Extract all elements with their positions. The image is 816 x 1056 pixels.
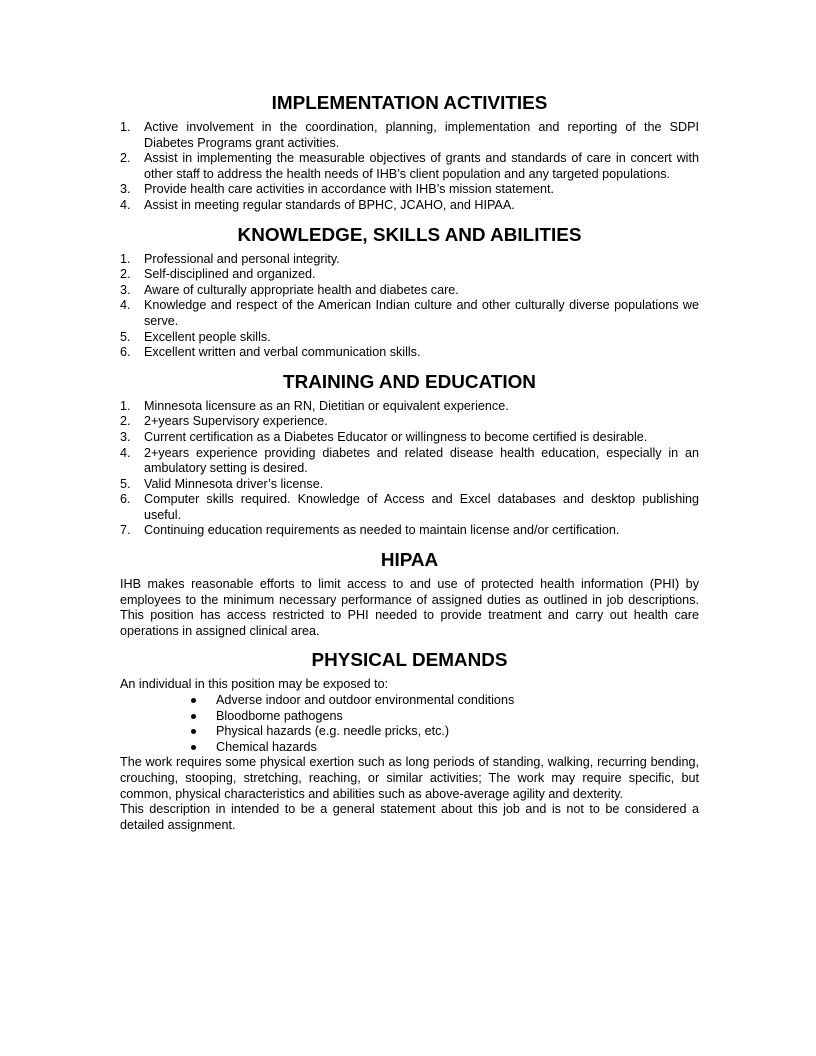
list-item: 2. Self-disciplined and organized. — [120, 267, 316, 282]
bullet-icon — [191, 745, 196, 750]
exposure-list — [120, 693, 699, 755]
section-title-training: TRAINING AND EDUCATION — [283, 371, 536, 393]
training-list — [120, 399, 699, 539]
section-title-physical: PHYSICAL DEMANDS — [311, 650, 508, 672]
list-item: 5. Valid Minnesota driver’s license. — [120, 476, 324, 491]
list-item: 1. Active involvement in the coordination, planning, implementation and reporting of the SDPI Diabetes Programs grant activities. — [120, 120, 699, 150]
list-item: Adverse indoor and outdoor environmental conditions — [191, 693, 699, 709]
physical-intro: An individual in this position may be exposed to: — [120, 677, 389, 692]
bullet-icon — [191, 714, 196, 719]
bullet-icon — [191, 729, 196, 734]
implementation-list — [120, 120, 699, 214]
list-item: 2. 2+years Supervisory experience. — [120, 414, 328, 429]
list-item: Physical hazards (e.g. needle pricks, etc.) — [191, 724, 699, 740]
list-item: Bloodborne pathogens — [191, 709, 699, 725]
section-title-implementation: IMPLEMENTATION ACTIVITIES — [271, 93, 548, 114]
list-item: 4. 2+years experience providing diabetes and related disease health education, especially in an ambulatory setting is desired. — [120, 445, 699, 476]
section-title-hipaa: HIPAA — [380, 550, 439, 572]
list-item: 6. Excellent written and verbal communication skills. — [120, 345, 421, 360]
ksa-list — [120, 252, 699, 361]
hipaa-paragraph: IHB makes reasonable efforts to limit access to and use of protected health information (PHI) by employees to the minimum necessary performance of assigned duties as outlined in job descriptions. This position has access restricted to PHI needed to provide treatment and carry out health care operations in assigned clinical area. — [120, 577, 699, 638]
list-item: 4. Knowledge and respect of the American Indian culture and other culturally diverse populations we serve. — [120, 298, 699, 328]
list-item: 5. Excellent people skills. — [120, 329, 271, 344]
section-title-ksa: KNOWLEDGE, SKILLS AND ABILITIES — [237, 224, 582, 246]
list-item: 7. Continuing education requirements as needed to maintain license and/or certification. — [120, 523, 620, 538]
list-item: Chemical hazards — [191, 740, 699, 756]
closing-paragraph: This description in intended to be a general statement about this job and is not to be considered a detailed assignment. — [120, 802, 699, 832]
document-page — [120, 93, 699, 833]
list-item: 4. Assist in meeting regular standards of BPHC, JCAHO, and HIPAA. — [120, 197, 515, 212]
physical-work-paragraph: The work requires some physical exertion such as long periods of standing, walking, recurring bending, crouching, stooping, stretching, reaching, or similar activities; The work may require specific, but common, physical characteristics and abilities such as above-average agility and dexterity. — [120, 755, 699, 801]
list-item: 2. Assist in implementing the measurable objectives of grants and standards of care in concert with other staff to address the health needs of IHB’s client population and any targeted populations. — [120, 151, 699, 181]
list-item: 1. Professional and personal integrity. — [120, 251, 340, 266]
list-item: 3. Aware of culturally appropriate health and diabetes care. — [120, 282, 459, 297]
bullet-icon — [191, 698, 196, 703]
list-item: 3. Provide health care activities in accordance with IHB’s mission statement. — [120, 182, 554, 197]
list-item: 3. Current certification as a Diabetes Educator or willingness to become certified is desirable. — [120, 429, 648, 444]
list-item: 1. Minnesota licensure as an RN, Dietitian or equivalent experience. — [120, 398, 509, 413]
list-item: 6. Computer skills required. Knowledge of Access and Excel databases and desktop publishing useful. — [120, 492, 699, 522]
